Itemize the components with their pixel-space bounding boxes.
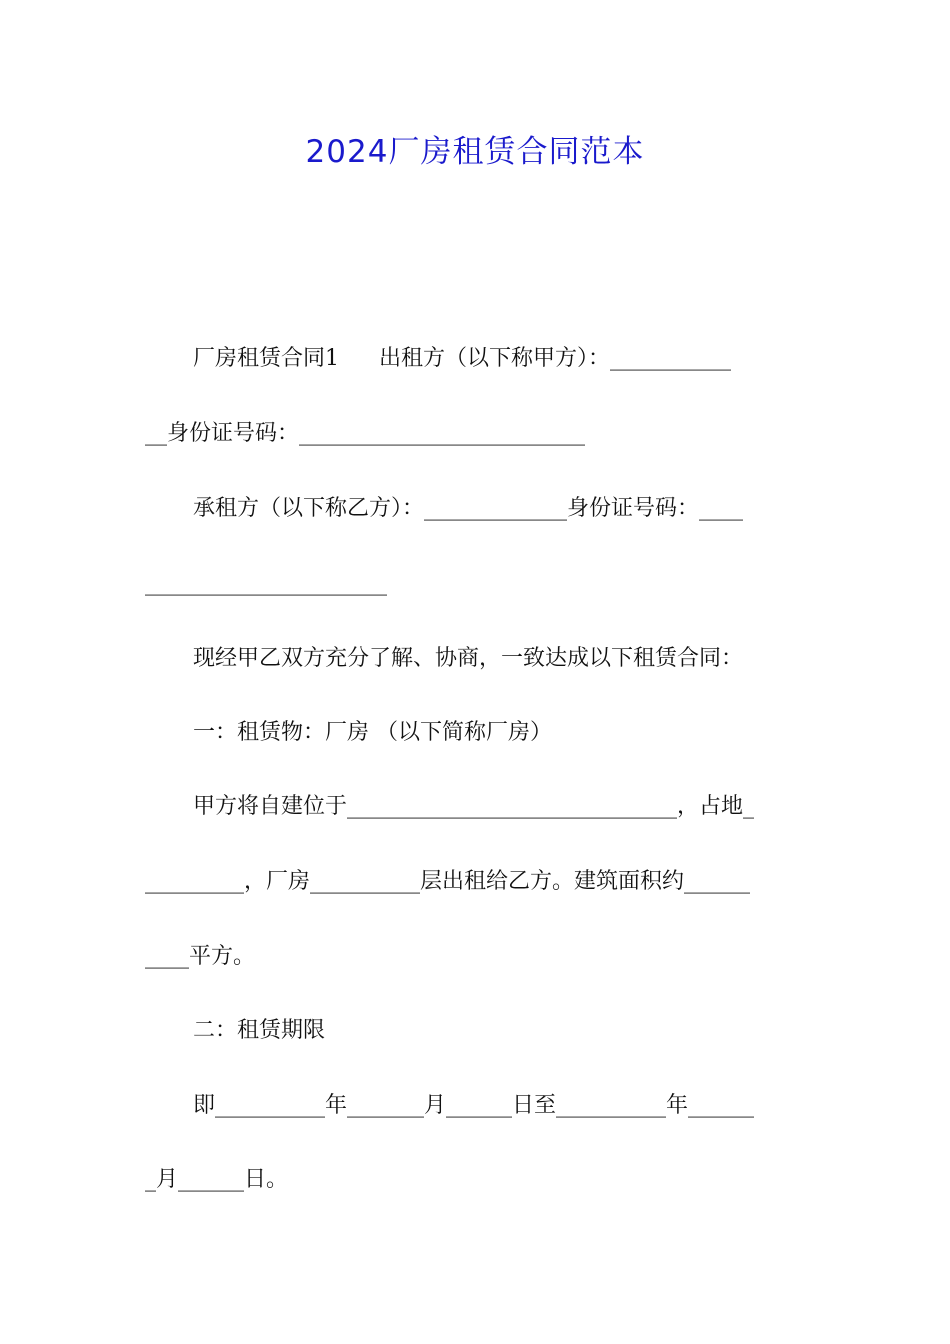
paragraph-line-2: __身份证号码：__________________________ xyxy=(145,421,586,446)
paragraph-line-4: ______________________ xyxy=(145,571,387,596)
lessor-field: 出租方（以下称甲方）：___________ xyxy=(379,346,732,371)
section-heading-2: 二：租赁期限 xyxy=(193,1018,326,1043)
section-heading-1: 一：租赁物：厂房 （以下简称厂房） xyxy=(193,720,552,745)
paragraph-line-1 xyxy=(193,343,731,375)
paragraph-line-11: 即__________年_______月______日至__________年______ xyxy=(193,1093,755,1118)
contract-heading: 厂房租赁合同1 xyxy=(193,346,339,371)
paragraph-line-12: _月______日。 xyxy=(145,1167,289,1192)
document-title: 2024厂房租赁合同范本 xyxy=(305,134,645,170)
paragraph-line-9: ____平方。 xyxy=(145,944,256,969)
paragraph-line-3: 承租方（以下称乙方）：_____________身份证号码：____ xyxy=(193,496,744,521)
paragraph-line-8: _________，厂房__________层出租给乙方。建筑面积约______ xyxy=(145,869,751,894)
paragraph-line-7: 甲方将自建位于______________________________，占地_ xyxy=(193,794,755,819)
paragraph-line-5: 现经甲乙双方充分了解、协商，一致达成以下租赁合同： xyxy=(193,646,744,671)
